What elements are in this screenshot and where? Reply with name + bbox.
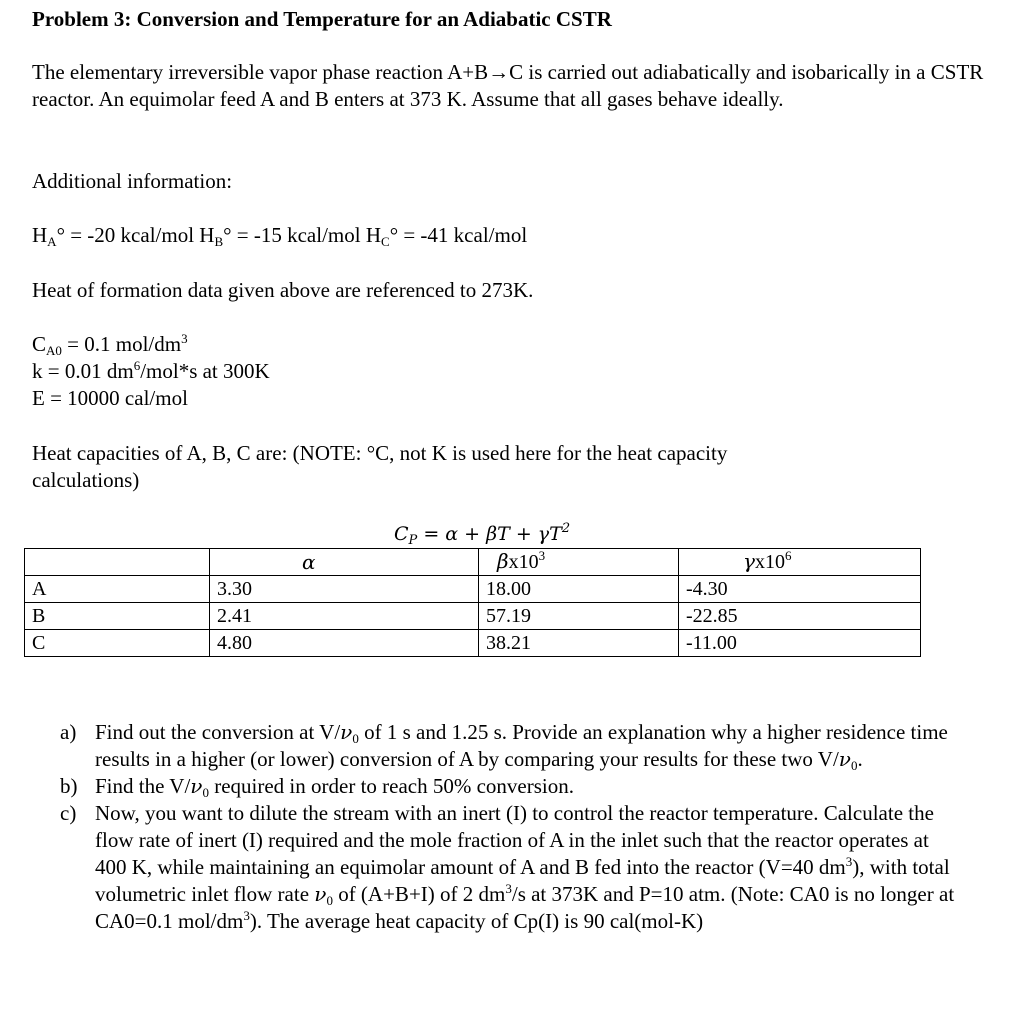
nu-subscript: 0 (850, 758, 858, 773)
question-b-text-1: Find the V/ (95, 774, 191, 798)
nu-symbol: ν (190, 774, 203, 798)
question-c-letter: c) (60, 801, 77, 825)
question-c-text-2: ), with total volumetric inlet flow rate (95, 855, 950, 906)
beta-cell: 38.21 (479, 630, 679, 657)
problem-intro: The elementary irreversible vapor phase reaction A+B→C is carried out adiabatically and isobarically in a CSTR reactor. An equimolar feed A and B enters at 373 K. Assume that all gases behave ideally. (32, 60, 984, 111)
question-b-letter: b) (60, 774, 78, 798)
conc-exponent: 3 (243, 908, 250, 923)
ha-symbol: H (32, 223, 48, 247)
beta-suffix: x10 (508, 551, 539, 573)
gamma-cell: -4.30 (679, 576, 921, 603)
beta-exponent: 3 (538, 548, 546, 563)
beta-cell: 57.19 (479, 603, 679, 630)
question-c-text-4: /s at 373K and P=10 atm. (Note: CA0 is no longer at CA0=0.1 mol/dm (95, 882, 955, 933)
gamma-exponent: 6 (784, 548, 792, 563)
species-cell: B (25, 603, 210, 630)
hb-subscript: B (214, 234, 224, 249)
problem-title: Problem 3: Conversion and Temperature for an Adiabatic CSTR (32, 7, 612, 31)
ca0-subscript: A0 (46, 343, 62, 358)
nu-subscript: 0 (326, 893, 333, 908)
heat-of-formation-line (32, 222, 527, 249)
gamma-suffix: x10 (754, 551, 785, 573)
cp-exponent: 2 (561, 521, 571, 536)
gamma-cell: -11.00 (679, 630, 921, 657)
volume-exponent: 3 (845, 854, 853, 869)
heat-capacity-table (24, 548, 921, 657)
nu-symbol: ν (340, 720, 353, 744)
activation-energy-line: E = 10000 cal/mol (32, 386, 188, 410)
header-species-cell (25, 549, 210, 576)
beta-symbol: β (497, 549, 509, 573)
ha-value: ° = -20 kcal/mol (56, 223, 195, 247)
gamma-symbol: γ (743, 549, 755, 573)
table-row (25, 630, 921, 657)
k-suffix: /mol*s at 300K (140, 359, 270, 383)
question-c-text-3: of (A+B+I) of 2 dm (332, 882, 506, 906)
table-header-row (25, 549, 921, 576)
gamma-cell: -22.85 (679, 603, 921, 630)
header-gamma (679, 549, 921, 576)
cp-equation-rest: = α + βT + γT (417, 523, 562, 545)
nu-subscript: 0 (202, 785, 209, 800)
cp-equation (394, 521, 570, 548)
header-beta (479, 549, 679, 576)
ca0-value: = 0.1 mol/dm (61, 332, 182, 356)
question-a-text-1: Find out the conversion at V/ (95, 720, 341, 744)
question-c-text-5: ). The average heat capacity of Cp(I) is 90 cal(mol-K) (249, 909, 704, 933)
ca0-symbol: C (32, 332, 47, 356)
ca0-exponent: 3 (181, 331, 188, 346)
cp-subscript: P (408, 533, 418, 548)
question-b (60, 773, 960, 800)
ha-subscript: A (47, 234, 57, 249)
table-row (25, 603, 921, 630)
question-c (60, 800, 960, 935)
question-list (60, 719, 960, 935)
question-a-text-2: of 1 s and 1.25 s. Provide an explanation why a higher residence time results in a higher (or lower) conversion of A by comparing your results for these two V/ (95, 720, 948, 771)
question-c-text-1: Now, you want to dilute the stream with an inert (I) to control the reactor temperature. Calculate the flow rate of inert (I) required and the mole fraction of A in the inlet such that the reactor operates at 400 K, while maintaining an equimolar amount of A and B fed into the reactor (V=40 dm (95, 801, 934, 879)
question-b-text-2: required in order to reach 50% conversion. (208, 774, 574, 798)
nu-subscript: 0 (352, 731, 359, 746)
hb-symbol: H (199, 223, 215, 247)
flow-exponent: 3 (505, 881, 512, 896)
alpha-cell: 2.41 (210, 603, 479, 630)
species-cell: C (25, 630, 210, 657)
hc-symbol: H (365, 223, 382, 247)
hc-value: ° = -41 kcal/mol (389, 223, 528, 247)
rate-constant-line (32, 358, 270, 385)
alpha-cell: 4.80 (210, 630, 479, 657)
k-prefix: k = 0.01 dm (32, 359, 134, 383)
beta-cell: 18.00 (479, 576, 679, 603)
hc-subscript: C (381, 234, 390, 249)
question-a-text-3: . (857, 747, 863, 771)
nu-symbol: ν (314, 882, 327, 906)
additional-info-label: Additional information: (32, 169, 233, 193)
reference-note: Heat of formation data given above are referenced to 273K. (32, 278, 534, 302)
cp-symbol: C (394, 523, 409, 545)
alpha-cell: 3.30 (210, 576, 479, 603)
species-cell: A (25, 576, 210, 603)
k-exponent: 6 (133, 358, 141, 373)
table-row (25, 576, 921, 603)
hb-value: ° = -15 kcal/mol (223, 223, 361, 247)
nu-symbol: ν (838, 747, 851, 771)
ca0-line (32, 331, 188, 358)
question-a-letter: a) (60, 720, 77, 744)
header-alpha: α (210, 549, 479, 576)
question-a (60, 719, 960, 773)
heat-capacity-note: Heat capacities of A, B, C are: (NOTE: °C, not K is used here for the heat capacity calculations) (32, 441, 728, 492)
